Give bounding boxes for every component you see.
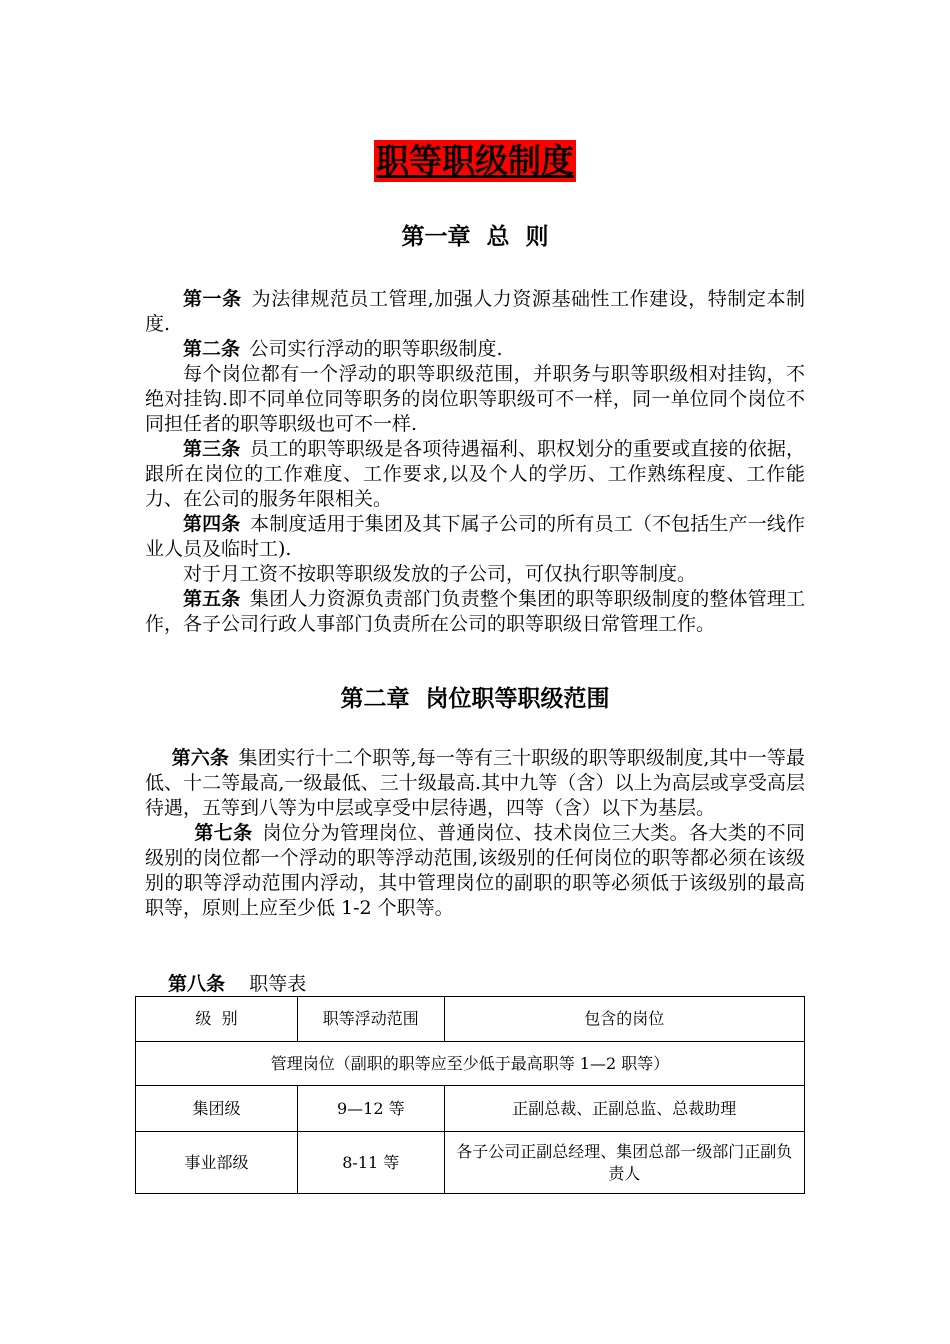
chapter-1-heading: 第一章 总 则 [401, 224, 549, 250]
table-header-row [136, 997, 805, 1042]
table-header-positions: 包含的岗位 [444, 997, 804, 1042]
article-4-text: 本制度适用于集团及其下属子公司的所有员工（不包括生产一线作业人员及临时工). [145, 513, 805, 560]
chapter-2-body [145, 746, 805, 921]
article-2 [145, 337, 805, 362]
article-3 [145, 437, 805, 512]
article-2-paragraph-2: 每个岗位都有一个浮动的职等职级范围，并职务与职等职级相对挂钩，不绝对挂钩.即不同单位同等职务的岗位职等职级可不一样，同一单位同个岗位不同担任者的职等职级也可不一样. [145, 363, 805, 435]
article-8 [168, 972, 306, 997]
article-8-label: 第八条 [168, 973, 226, 995]
table-cell-level: 事业部级 [136, 1132, 298, 1194]
table-header-range: 职等浮动范围 [298, 997, 445, 1042]
article-3-label: 第三条 [183, 438, 241, 460]
table-row [136, 1132, 805, 1194]
article-6 [145, 746, 805, 821]
article-5-label: 第五条 [183, 588, 241, 610]
article-6-text: 集团实行十二个职等,每一等有三十职级的职等职级制度,其中一等最低、十二等最高,一级最低、三十级最高.其中九等（含）以上为高层或享受高层待遇，五等到八等为中层或享受中层待遇，四等（含）以下为基层。 [145, 747, 805, 819]
document-title-text: 职等职级制度 [376, 141, 574, 180]
article-1-label: 第一条 [183, 288, 242, 310]
article-1-text: 为法律规范员工管理,加强人力资源基础性工作建设，特制定本制度. [145, 288, 805, 335]
table-row [136, 1086, 805, 1132]
article-2-text: 公司实行浮动的职等职级制度. [249, 338, 503, 360]
article-3-text: 员工的职等职级是各项待遇福利、职权划分的重要或直接的依据，跟所在岗位的工作难度、工作要求,以及个人的学历、工作熟练程度、工作能力、在公司的服务年限相关。 [145, 438, 805, 510]
article-7 [145, 821, 805, 921]
article-4 [145, 512, 805, 562]
article-1 [145, 287, 805, 337]
article-5 [145, 587, 805, 637]
article-6-label: 第六条 [171, 747, 229, 769]
document-title [0, 140, 950, 182]
table-cell-range: 8-11 等 [298, 1132, 445, 1194]
article-7-label: 第七条 [194, 822, 253, 844]
chapter-2-heading: 第二章 岗位职等职级范围 [340, 686, 610, 712]
article-2-label: 第二条 [183, 338, 241, 360]
table-header-level: 级 别 [136, 997, 298, 1042]
table-cell-positions: 正副总裁、正副总监、总裁助理 [444, 1086, 804, 1132]
grade-table [135, 996, 805, 1194]
article-7-text: 岗位分为管理岗位、普通岗位、技术岗位三大类。各大类的不同级别的岗位都一个浮动的职等浮动范围,该级别的任何岗位的职等都必须在该级别的职等浮动范围内浮动，其中管理岗位的副职的职等必须低于该级别的最高职等，原则上应至少低 1-2 个职等。 [145, 822, 805, 919]
article-8-text: 职等表 [249, 973, 307, 995]
article-5-text: 集团人力资源负责部门负责整个集团的职等职级制度的整体管理工作，各子公司行政人事部门负责所在公司的职等职级日常管理工作。 [145, 588, 805, 635]
table-cell-positions: 各子公司正副总经理、集团总部一级部门正副负责人 [444, 1132, 804, 1194]
article-4-paragraph-2: 对于月工资不按职等职级发放的子公司，可仅执行职等制度。 [183, 563, 697, 585]
article-4-label: 第四条 [183, 513, 241, 535]
table-section-row [136, 1042, 805, 1086]
table-section-management: 管理岗位（副职的职等应至少低于最高职等 1—2 职等） [136, 1042, 805, 1086]
chapter-1-body [145, 287, 805, 637]
table-cell-level: 集团级 [136, 1086, 298, 1132]
table-cell-range: 9—12 等 [298, 1086, 445, 1132]
